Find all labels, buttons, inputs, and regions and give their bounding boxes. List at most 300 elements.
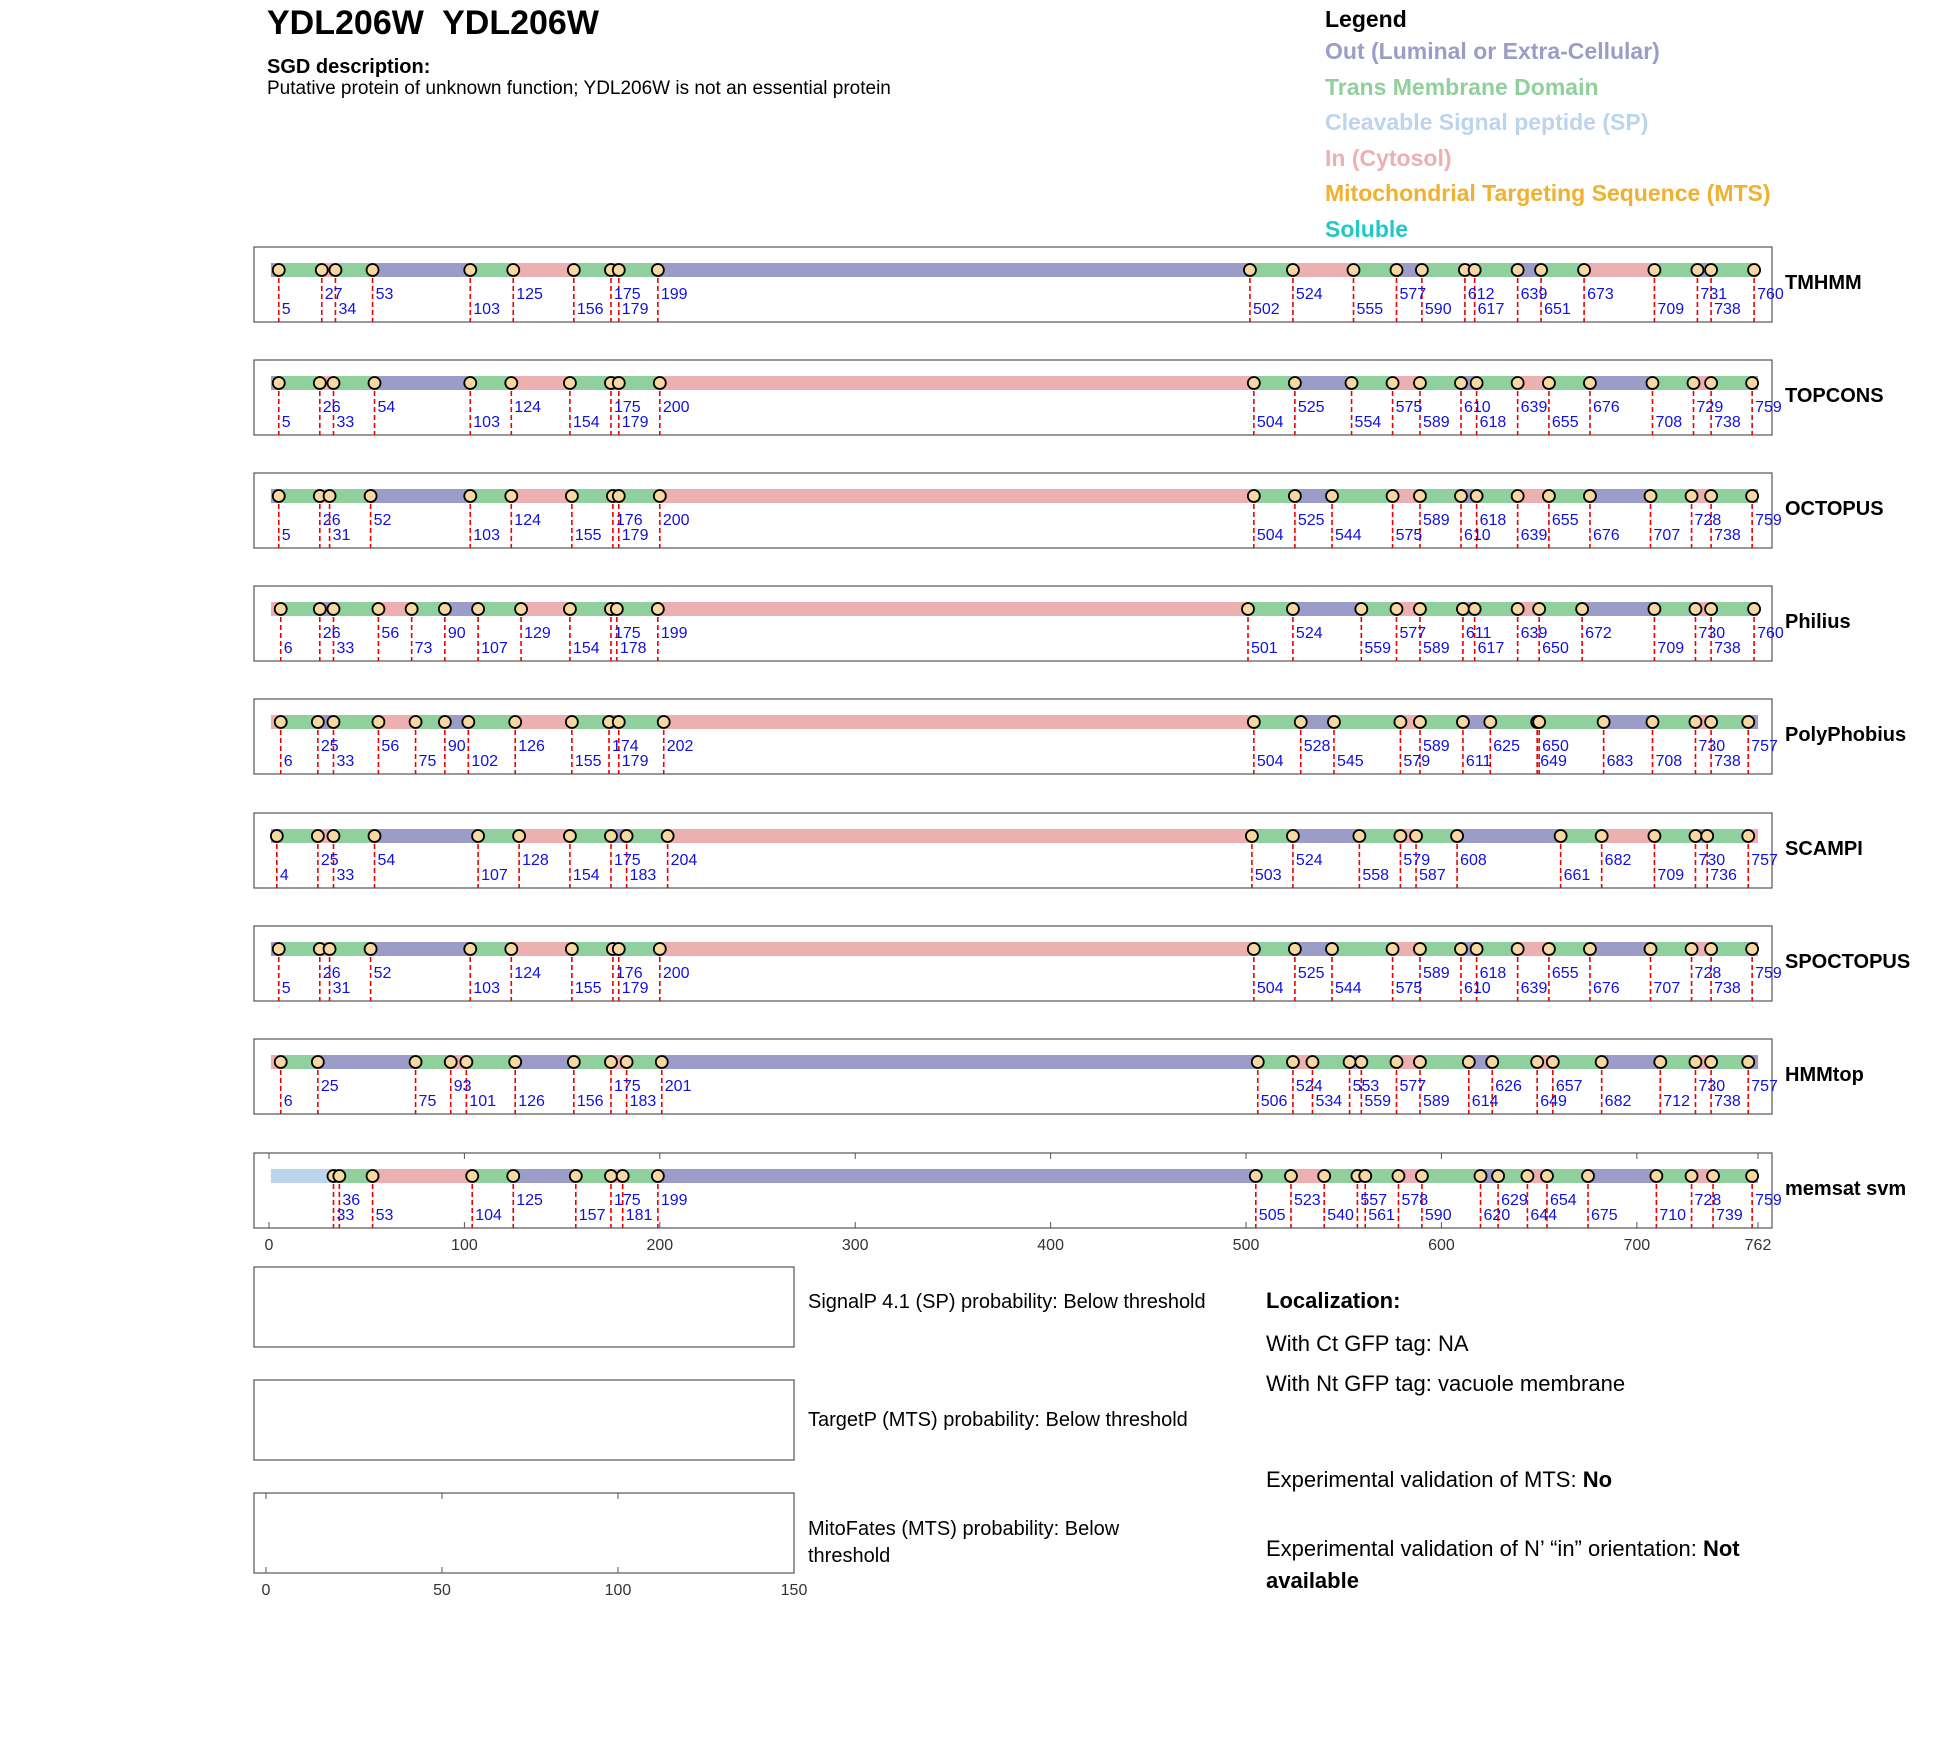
x-tick-label-8: 762 <box>1744 1237 1772 1254</box>
boundary-marker-2-8 <box>613 490 625 502</box>
segment-7-10 <box>662 1055 1258 1069</box>
boundary-marker-8-14 <box>1392 1170 1404 1182</box>
label-bottom-0-5: 502 <box>1252 301 1280 318</box>
label-top-3-6: 524 <box>1295 625 1323 642</box>
x-tick-label-2: 200 <box>646 1237 674 1254</box>
label-top-5-2: 128 <box>522 852 549 869</box>
label-bottom-6-11: 707 <box>1653 980 1681 997</box>
label-bottom-3-0: 6 <box>283 640 293 657</box>
label-bottom-6-3: 155 <box>574 980 602 997</box>
segment-2-20 <box>1590 489 1651 503</box>
label-top-3-8: 611 <box>1465 625 1492 642</box>
boundary-marker-4-4 <box>410 716 422 728</box>
boundary-marker-5-14 <box>1410 830 1422 842</box>
boundary-marker-5-2 <box>327 830 339 842</box>
label-bottom-8-2: 104 <box>475 1207 502 1224</box>
label-top-6-7: 618 <box>1479 965 1507 982</box>
segment-7-6 <box>515 1055 574 1069</box>
boundary-marker-5-7 <box>605 830 617 842</box>
boundary-marker-7-3 <box>445 1056 457 1068</box>
prob-panel-2 <box>254 1493 794 1573</box>
boundary-marker-8-17 <box>1492 1170 1504 1182</box>
segment-0-20 <box>1584 263 1654 277</box>
boundary-marker-2-22 <box>1705 490 1717 502</box>
boundary-marker-7-5 <box>509 1056 521 1068</box>
label-bottom-7-9: 589 <box>1422 1093 1450 1110</box>
track-name-1: TOPCONS <box>1785 385 1884 407</box>
label-top-3-10: 672 <box>1585 625 1612 642</box>
boundary-marker-8-22 <box>1686 1170 1698 1182</box>
boundary-marker-1-9 <box>654 377 666 389</box>
segment-5-12 <box>1293 829 1359 843</box>
boundary-marker-3-14 <box>1355 603 1367 615</box>
boundary-marker-3-19 <box>1512 603 1524 615</box>
boundary-marker-4-8 <box>566 716 578 728</box>
boundary-marker-8-13 <box>1359 1170 1371 1182</box>
label-top-0-5: 524 <box>1295 286 1323 303</box>
segment-4-7 <box>468 715 515 729</box>
legend-item-4: Mitochondrial Targeting Sequence (MTS) <box>1325 180 1771 206</box>
boundary-marker-4-5 <box>439 716 451 728</box>
boundary-marker-3-24 <box>1705 603 1717 615</box>
label-bottom-1-5: 504 <box>1256 414 1284 431</box>
label-top-0-11: 760 <box>1757 286 1784 303</box>
label-bottom-1-4: 179 <box>621 414 649 431</box>
segment-7-17 <box>1420 1055 1469 1069</box>
boundary-marker-3-21 <box>1576 603 1588 615</box>
label-top-3-12: 760 <box>1757 625 1784 642</box>
boundary-marker-2-10 <box>1248 490 1260 502</box>
label-bottom-2-4: 179 <box>621 527 649 544</box>
boundary-marker-8-19 <box>1541 1170 1553 1182</box>
boundary-marker-5-4 <box>472 830 484 842</box>
boundary-marker-7-12 <box>1306 1056 1318 1068</box>
boundary-marker-8-1 <box>333 1170 345 1182</box>
label-top-1-10: 729 <box>1696 399 1724 416</box>
boundary-marker-8-10 <box>1285 1170 1297 1182</box>
boundary-marker-1-17 <box>1512 377 1524 389</box>
label-bottom-5-1: 33 <box>336 867 355 884</box>
segment-6-20 <box>1590 942 1651 956</box>
label-bottom-4-7: 545 <box>1336 753 1364 770</box>
segment-7-22 <box>1602 1055 1661 1069</box>
boundary-marker-5-17 <box>1596 830 1608 842</box>
boundary-marker-7-23 <box>1689 1056 1701 1068</box>
prob-panel-1 <box>254 1380 794 1460</box>
boundary-marker-0-23 <box>1748 264 1760 276</box>
label-bottom-8-10: 644 <box>1530 1207 1558 1224</box>
boundary-marker-8-11 <box>1318 1170 1330 1182</box>
boundary-marker-8-15 <box>1416 1170 1428 1182</box>
label-bottom-8-4: 181 <box>625 1207 653 1224</box>
label-bottom-1-1: 33 <box>336 414 355 431</box>
boundary-marker-0-22 <box>1705 264 1717 276</box>
boundary-marker-7-14 <box>1355 1056 1367 1068</box>
segment-5-10 <box>668 829 1252 843</box>
boundary-marker-2-15 <box>1455 490 1467 502</box>
segment-0-4 <box>373 263 471 277</box>
label-top-7-7: 626 <box>1495 1078 1522 1095</box>
label-bottom-0-0: 5 <box>281 301 291 318</box>
label-bottom-1-8: 618 <box>1479 414 1507 431</box>
label-bottom-0-10: 709 <box>1657 301 1685 318</box>
boundary-marker-1-23 <box>1746 377 1758 389</box>
label-bottom-6-12: 738 <box>1714 980 1741 997</box>
label-top-1-1: 54 <box>377 399 396 416</box>
boundary-marker-0-6 <box>568 264 580 276</box>
boundary-marker-5-20 <box>1701 830 1713 842</box>
sgd-description-label: SGD description: <box>267 56 431 78</box>
boundary-marker-0-13 <box>1390 264 1402 276</box>
mts-validation-value: No <box>1582 1467 1613 1492</box>
boundary-marker-8-21 <box>1650 1170 1662 1182</box>
label-top-2-0: 26 <box>322 512 341 529</box>
boundary-marker-5-6 <box>564 830 576 842</box>
legend-item-5: Soluble <box>1325 215 1409 242</box>
boundary-marker-5-9 <box>662 830 674 842</box>
label-bottom-7-6: 506 <box>1260 1093 1288 1110</box>
prob-tick-label-3: 150 <box>780 1582 808 1599</box>
label-bottom-0-8: 617 <box>1477 301 1505 318</box>
boundary-marker-7-24 <box>1705 1056 1717 1068</box>
orientation-validation-prefix: Experimental validation of N’ “in” orientation: <box>1266 1536 1703 1561</box>
track-name-8: memsat svm <box>1785 1178 1907 1200</box>
orientation-validation-value: Not available <box>1266 1536 1740 1593</box>
label-bottom-1-11: 738 <box>1714 414 1741 431</box>
segment-3-14 <box>1293 602 1361 616</box>
boundary-marker-3-23 <box>1689 603 1701 615</box>
label-top-1-4: 200 <box>662 399 690 416</box>
label-bottom-4-9: 611 <box>1465 753 1492 770</box>
label-bottom-6-8: 610 <box>1463 980 1491 997</box>
label-bottom-4-5: 179 <box>621 753 649 770</box>
boundary-marker-1-20 <box>1646 377 1658 389</box>
boundary-marker-6-15 <box>1455 943 1467 955</box>
label-bottom-5-2: 107 <box>481 867 508 884</box>
boundary-marker-4-11 <box>658 716 670 728</box>
boundary-marker-0-11 <box>1287 264 1299 276</box>
label-bottom-7-13: 712 <box>1663 1093 1690 1110</box>
boundary-marker-1-2 <box>327 377 339 389</box>
label-bottom-3-4: 154 <box>572 640 600 657</box>
boundary-marker-8-16 <box>1475 1170 1487 1182</box>
legend-title: Legend <box>1325 6 1407 32</box>
label-top-3-0: 26 <box>322 625 341 642</box>
boundary-marker-0-8 <box>613 264 625 276</box>
label-bottom-8-12: 710 <box>1659 1207 1687 1224</box>
label-bottom-4-3: 102 <box>471 753 499 770</box>
label-top-7-0: 25 <box>320 1078 339 1095</box>
segment-5-4 <box>375 829 479 843</box>
label-bottom-1-3: 154 <box>572 414 600 431</box>
boundary-marker-3-10 <box>611 603 623 615</box>
label-top-7-5: 553 <box>1352 1078 1380 1095</box>
label-bottom-5-0: 4 <box>279 867 289 884</box>
label-bottom-4-13: 738 <box>1714 753 1741 770</box>
label-bottom-1-0: 5 <box>281 414 291 431</box>
label-top-2-7: 618 <box>1479 512 1507 529</box>
label-bottom-3-9: 617 <box>1477 640 1505 657</box>
segment-3-8 <box>521 602 570 616</box>
label-bottom-1-2: 103 <box>473 414 500 431</box>
label-bottom-7-12: 682 <box>1604 1093 1632 1110</box>
segment-1-6 <box>511 376 570 390</box>
boundary-marker-6-14 <box>1414 943 1426 955</box>
label-top-7-10: 757 <box>1751 1078 1778 1095</box>
label-bottom-5-3: 154 <box>572 867 600 884</box>
label-top-1-5: 525 <box>1297 399 1325 416</box>
label-top-6-6: 589 <box>1422 965 1450 982</box>
label-top-0-0: 27 <box>324 286 343 303</box>
label-top-1-8: 639 <box>1520 399 1548 416</box>
label-top-6-8: 655 <box>1551 965 1579 982</box>
x-tick-label-7: 700 <box>1623 1237 1651 1254</box>
label-bottom-7-0: 6 <box>283 1093 293 1110</box>
track-name-6: SPOCTOPUS <box>1785 951 1911 973</box>
label-bottom-0-7: 590 <box>1424 301 1452 318</box>
mts-validation <box>1266 1467 1612 1493</box>
boundary-marker-6-4 <box>464 943 476 955</box>
label-top-2-5: 525 <box>1297 512 1325 529</box>
label-top-5-0: 25 <box>320 852 339 869</box>
boundary-marker-4-22 <box>1646 716 1658 728</box>
label-bottom-5-8: 661 <box>1563 867 1591 884</box>
boundary-marker-3-25 <box>1748 603 1760 615</box>
label-top-2-3: 176 <box>615 512 643 529</box>
boundary-marker-1-19 <box>1584 377 1596 389</box>
boundary-marker-8-24 <box>1746 1170 1758 1182</box>
boundary-marker-2-13 <box>1387 490 1399 502</box>
boundary-marker-6-0 <box>273 943 285 955</box>
boundary-marker-1-13 <box>1387 377 1399 389</box>
boundary-marker-4-7 <box>509 716 521 728</box>
segment-1-12 <box>1295 376 1352 390</box>
label-bottom-3-7: 559 <box>1364 640 1392 657</box>
label-bottom-1-10: 708 <box>1655 414 1683 431</box>
boundary-marker-1-18 <box>1543 377 1555 389</box>
label-bottom-5-10: 736 <box>1710 867 1737 884</box>
boundary-marker-4-16 <box>1414 716 1426 728</box>
label-top-4-4: 174 <box>612 738 639 755</box>
label-bottom-4-4: 155 <box>574 753 602 770</box>
segment-7-5 <box>466 1055 515 1069</box>
track-name-2: OCTOPUS <box>1785 498 1884 520</box>
label-top-2-4: 200 <box>662 512 690 529</box>
segment-5-6 <box>519 829 570 843</box>
label-bottom-5-7: 587 <box>1419 867 1446 884</box>
boundary-marker-2-16 <box>1471 490 1483 502</box>
label-bottom-4-2: 75 <box>418 753 437 770</box>
label-top-6-5: 525 <box>1297 965 1325 982</box>
boundary-marker-7-1 <box>312 1056 324 1068</box>
label-bottom-4-12: 708 <box>1655 753 1683 770</box>
boundary-marker-0-2 <box>329 264 341 276</box>
boundary-marker-7-18 <box>1486 1056 1498 1068</box>
boundary-marker-0-16 <box>1469 264 1481 276</box>
boundary-marker-4-0 <box>275 716 287 728</box>
label-bottom-6-6: 544 <box>1335 980 1362 997</box>
label-bottom-6-10: 676 <box>1592 980 1620 997</box>
boundary-marker-3-22 <box>1648 603 1660 615</box>
label-top-0-7: 612 <box>1467 286 1495 303</box>
label-bottom-4-6: 504 <box>1256 753 1284 770</box>
label-bottom-6-4: 179 <box>621 980 649 997</box>
boundary-marker-7-13 <box>1344 1056 1356 1068</box>
label-top-5-9: 730 <box>1698 852 1726 869</box>
label-top-7-1: 93 <box>453 1078 472 1095</box>
mts-validation-prefix: Experimental validation of MTS: <box>1266 1467 1583 1492</box>
label-bottom-7-14: 738 <box>1714 1093 1741 1110</box>
boundary-marker-7-2 <box>410 1056 422 1068</box>
boundary-marker-3-0 <box>275 603 287 615</box>
boundary-marker-1-5 <box>505 377 517 389</box>
label-top-2-2: 124 <box>514 512 542 529</box>
boundary-marker-6-16 <box>1471 943 1483 955</box>
boundary-marker-0-19 <box>1578 264 1590 276</box>
boundary-marker-5-8 <box>621 830 633 842</box>
boundary-marker-0-5 <box>507 264 519 276</box>
boundary-marker-7-4 <box>460 1056 472 1068</box>
label-bottom-2-6: 544 <box>1335 527 1362 544</box>
label-bottom-7-3: 126 <box>518 1093 545 1110</box>
label-bottom-8-1: 53 <box>375 1207 394 1224</box>
segment-4-13 <box>1254 715 1301 729</box>
segment-5-16 <box>1457 829 1561 843</box>
boundary-marker-5-11 <box>1287 830 1299 842</box>
segment-1-4 <box>375 376 471 390</box>
label-top-0-4: 199 <box>660 286 688 303</box>
boundary-marker-1-6 <box>564 377 576 389</box>
label-top-4-6: 528 <box>1303 738 1331 755</box>
label-top-4-5: 202 <box>666 738 694 755</box>
label-bottom-5-5: 503 <box>1254 867 1282 884</box>
track-name-4: PolyPhobius <box>1785 724 1907 746</box>
boundary-marker-8-7 <box>617 1170 629 1182</box>
segment-8-5 <box>513 1169 576 1183</box>
boundary-marker-1-15 <box>1455 377 1467 389</box>
label-top-4-7: 589 <box>1422 738 1450 755</box>
boundary-marker-4-10 <box>613 716 625 728</box>
segment-1-10 <box>660 376 1254 390</box>
label-top-5-3: 175 <box>613 852 641 869</box>
boundary-marker-2-3 <box>365 490 377 502</box>
label-top-3-1: 56 <box>381 625 400 642</box>
boundary-marker-4-14 <box>1328 716 1340 728</box>
label-bottom-0-4: 179 <box>621 301 649 318</box>
segment-2-4 <box>371 489 471 503</box>
boundary-marker-7-16 <box>1414 1056 1426 1068</box>
boundary-marker-4-6 <box>462 716 474 728</box>
boundary-marker-1-3 <box>369 377 381 389</box>
boundary-marker-4-12 <box>1248 716 1260 728</box>
boundary-marker-4-3 <box>372 716 384 728</box>
label-top-6-4: 200 <box>662 965 690 982</box>
label-bottom-7-10: 614 <box>1471 1093 1499 1110</box>
boundary-marker-2-17 <box>1512 490 1524 502</box>
boundary-marker-3-3 <box>372 603 384 615</box>
prob-tick-label-0: 0 <box>261 1582 271 1599</box>
label-bottom-2-0: 5 <box>281 527 291 544</box>
label-top-1-9: 676 <box>1592 399 1620 416</box>
label-bottom-3-8: 589 <box>1422 640 1450 657</box>
segment-8-21 <box>1588 1169 1656 1183</box>
boundary-marker-7-15 <box>1390 1056 1402 1068</box>
label-top-6-1: 52 <box>373 965 392 982</box>
page-title: YDL206W YDL206W <box>267 4 599 42</box>
boundary-marker-2-6 <box>566 490 578 502</box>
boundary-marker-3-8 <box>564 603 576 615</box>
segment-8-16 <box>1422 1169 1481 1183</box>
label-bottom-6-2: 103 <box>473 980 500 997</box>
boundary-marker-0-4 <box>464 264 476 276</box>
segment-7-2 <box>318 1055 416 1069</box>
x-tick-label-4: 400 <box>1037 1237 1064 1254</box>
label-top-2-1: 52 <box>373 512 392 529</box>
boundary-marker-6-10 <box>1248 943 1260 955</box>
boundary-marker-6-8 <box>613 943 625 955</box>
segment-2-13 <box>1332 489 1393 503</box>
label-top-1-0: 26 <box>322 399 341 416</box>
label-bottom-7-7: 534 <box>1315 1093 1343 1110</box>
x-tick-label-3: 300 <box>841 1237 869 1254</box>
boundary-marker-1-8 <box>613 377 625 389</box>
boundary-marker-3-16 <box>1414 603 1426 615</box>
label-bottom-0-6: 555 <box>1356 301 1384 318</box>
boundary-marker-6-11 <box>1289 943 1301 955</box>
localization-title: Localization: <box>1266 1288 1401 1313</box>
boundary-marker-7-6 <box>568 1056 580 1068</box>
label-top-1-3: 175 <box>613 399 641 416</box>
segment-6-6 <box>511 942 572 956</box>
label-bottom-2-10: 676 <box>1592 527 1620 544</box>
label-top-4-2: 90 <box>447 738 466 755</box>
label-top-1-2: 124 <box>514 399 542 416</box>
boundary-marker-6-2 <box>324 943 336 955</box>
boundary-marker-6-18 <box>1543 943 1555 955</box>
boundary-marker-4-17 <box>1457 716 1469 728</box>
track-name-5: SCAMPI <box>1785 838 1863 860</box>
boundary-marker-3-15 <box>1390 603 1402 615</box>
boundary-marker-5-12 <box>1353 830 1365 842</box>
mitofates-label: MitoFates (MTS) probability: Below threshold <box>808 1518 1120 1567</box>
localization-ct: With Ct GFP tag: NA <box>1266 1331 1469 1356</box>
label-top-6-10: 759 <box>1755 965 1782 982</box>
segment-8-3 <box>373 1169 473 1183</box>
label-bottom-1-9: 655 <box>1551 414 1579 431</box>
boundary-marker-6-5 <box>505 943 517 955</box>
boundary-marker-1-21 <box>1688 377 1700 389</box>
label-top-8-4: 523 <box>1293 1192 1321 1209</box>
label-bottom-2-7: 575 <box>1395 527 1423 544</box>
segment-8-0 <box>271 1169 334 1183</box>
boundary-marker-5-19 <box>1689 830 1701 842</box>
boundary-marker-8-23 <box>1707 1170 1719 1182</box>
label-top-7-4: 524 <box>1295 1078 1323 1095</box>
boundary-marker-2-4 <box>464 490 476 502</box>
boundary-marker-1-22 <box>1705 377 1717 389</box>
label-top-0-8: 639 <box>1520 286 1548 303</box>
label-top-6-0: 26 <box>322 965 341 982</box>
label-bottom-4-1: 33 <box>336 753 355 770</box>
boundary-marker-2-2 <box>324 490 336 502</box>
boundary-marker-7-0 <box>275 1056 287 1068</box>
boundary-marker-7-8 <box>621 1056 633 1068</box>
label-top-4-0: 25 <box>320 738 339 755</box>
boundary-marker-1-10 <box>1248 377 1260 389</box>
targetp-label: TargetP (MTS) probability: Below threshold <box>808 1409 1188 1431</box>
label-top-8-5: 557 <box>1360 1192 1388 1209</box>
label-top-7-9: 730 <box>1698 1078 1726 1095</box>
